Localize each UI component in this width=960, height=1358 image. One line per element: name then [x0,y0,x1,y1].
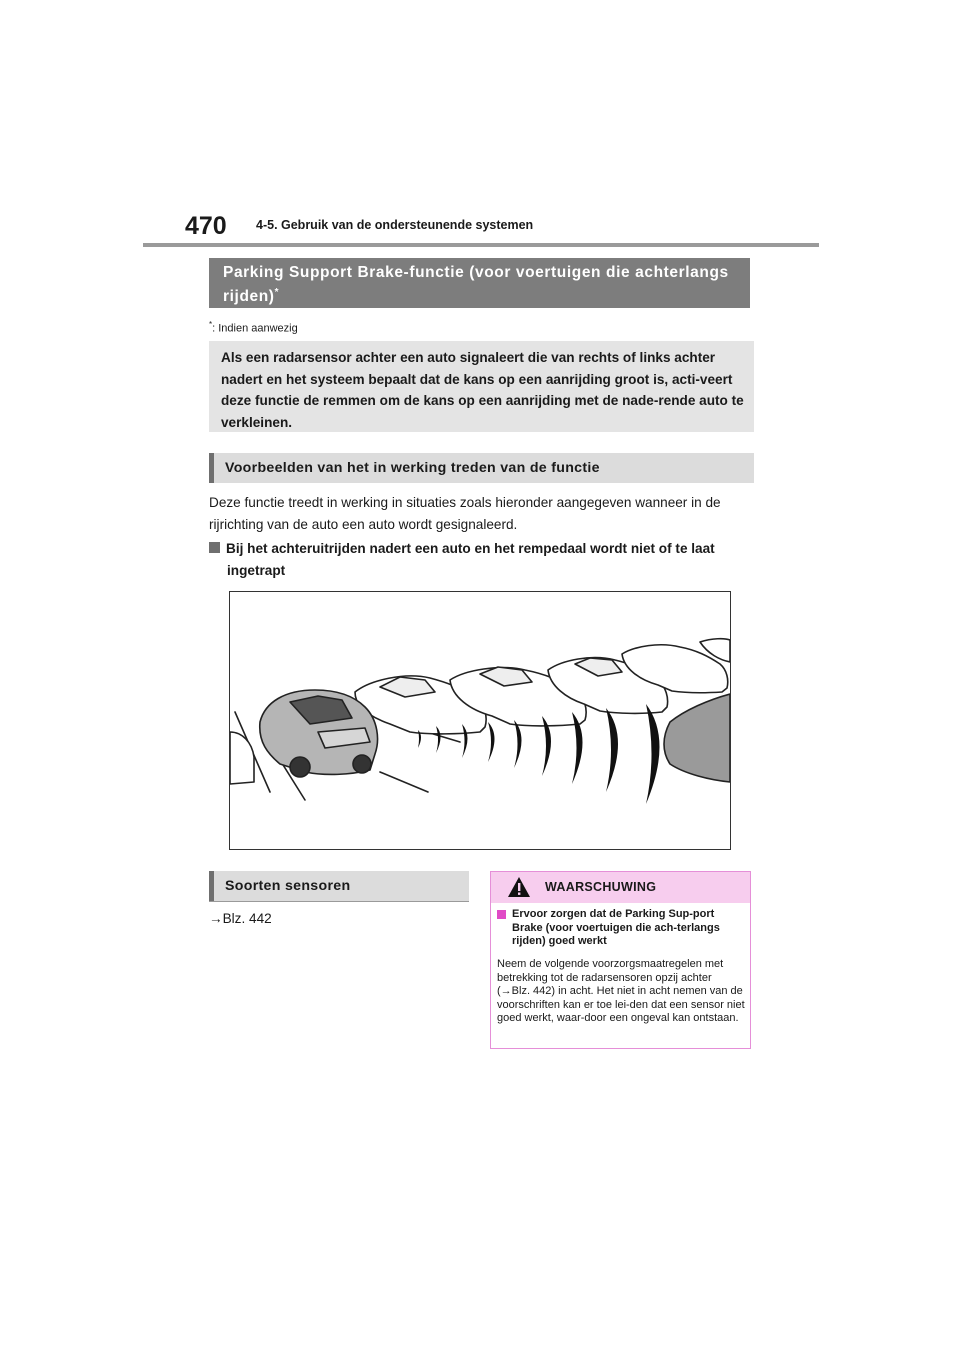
example-item-line1: Bij het achteruitrijden nadert een auto en het rempedaal wordt niet of te laat [226,541,715,556]
footnote-marker: * [209,320,213,329]
banner-title: Parking Support Brake-functie (voor voertuigen die achterlangs rijden) [223,264,729,306]
parking-scene-svg [230,592,730,849]
warning-item-text: Ervoor zorgen dat de Parking Sup-port Brake (voor voertuigen die ach-terlangs rijden) goed werkt [512,908,720,947]
intro-text: Als een radarsensor achter een auto signaleert die van rechts of links achter nadert en het systeem bepaalt dat de kans op een aanrijding groot is, acti-veert deze functie de remmen om de kans op een aanrijding met de nade-rende auto te verkleinen. [221,350,744,430]
warning-title: WAARSCHUWING [545,880,657,894]
page-number: 470 [185,212,227,240]
warning-body: Neem de volgende voorzorgsmaatregelen met betrekking tot de radarsensoren opzij achter (→Blz. 442) in acht. Het niet in acht nemen van de voorschriften kan er toe lei-den dat een sensor niet goed werkt, waar-door een ongeval kan ontstaan. [497,958,745,1025]
square-bullet-icon [497,910,506,919]
banner-marker: * [274,287,280,298]
examples-heading: Voorbeelden van het in werking treden van de functie [209,453,754,483]
sensors-rule [209,901,469,902]
example-item [209,538,754,582]
square-bullet-icon [209,542,220,553]
examples-paragraph: Deze functie treedt in werking in situaties zoals hieronder aangegeven wanneer in de rijrichting van de auto een auto wordt gesignaleerd. [209,495,721,532]
running-head: 4-5. Gebruik van de ondersteunende systemen [256,218,534,232]
footnote [209,320,298,335]
page-reference-link[interactable]: →Blz. 442 [209,911,272,926]
intro-box [209,341,754,432]
sensors-heading: Soorten sensoren [209,871,469,901]
warning-triangle-icon [507,876,531,903]
approaching-car [664,694,730,782]
parking-illustration [229,591,731,850]
warning-header [491,872,750,903]
header-rule [143,243,819,247]
example-item-line2: ingetrapt [227,563,286,578]
section-banner [209,258,750,308]
footnote-text: : Indien aanwezig [212,322,298,335]
warning-item [497,908,742,949]
warning-box [490,871,751,1049]
